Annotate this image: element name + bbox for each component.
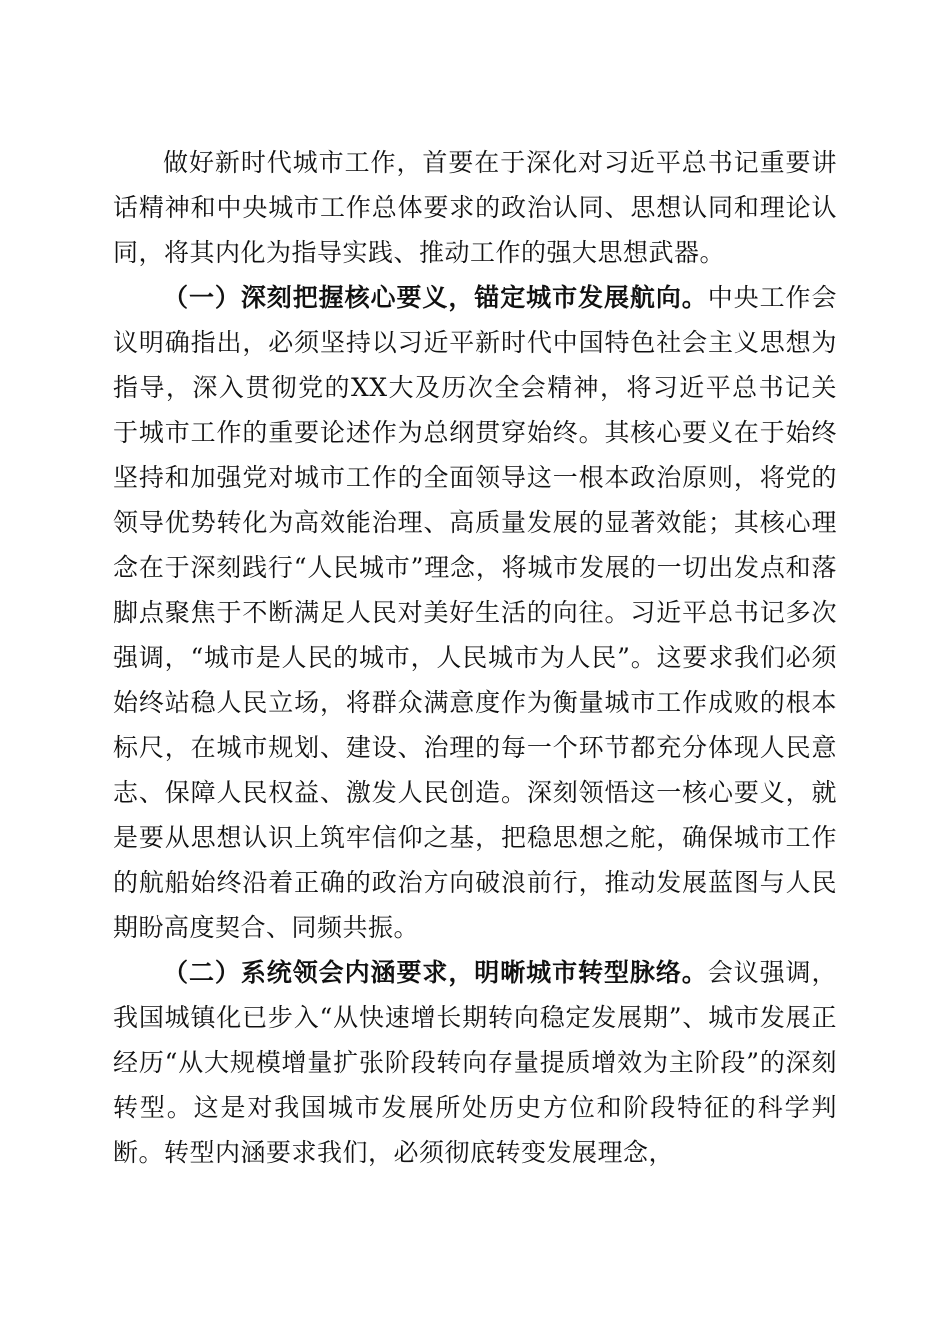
- section-heading: （一）深刻把握核心要义，锚定城市发展航向。: [163, 283, 708, 312]
- paragraph-text: 中央工作会议明确指出，必须坚持以习近平新时代中国特色社会主义思想为指导，深入贯彻党的XX大及历次全会精神，将习近平总书记关于城市工作的重要论述作为总纲贯穿始终。其核心要义在于始终坚持和加强党对城市工作的全面领导这一根本政治原则，将党的领导优势转化为高效能治理、高质量发展的显著效能；其核心理念在于深刻践行“人民城市”理念，将城市发展的一切出发点和落脚点聚焦于不断满足人民对美好生活的向往。习近平总书记多次强调，“城市是人民的城市，人民城市为人民”。这要求我们必须始终站稳人民立场，将群众满意度作为衡量城市工作成败的根本标尺，在城市规划、建设、治理的每一个环节都充分体现人民意志、保障人民权益、激发人民创造。深刻领悟这一核心要义，就是要从思想认识上筑牢信仰之基，把稳思想之舵，确保城市工作的航船始终沿着正确的政治方向破浪前行，推动发展蓝图与人民期盼高度契合、同频共振。: [113, 283, 837, 942]
- document-body: [113, 140, 837, 1175]
- paragraph-intro: [113, 140, 837, 275]
- paragraph-section-2: [113, 950, 837, 1175]
- section-heading: （二）系统领会内涵要求，明晰城市转型脉络。: [163, 958, 708, 987]
- paragraph-text: 做好新时代城市工作，首要在于深化对习近平总书记重要讲话精神和中央城市工作总体要求的政治认同、思想认同和理论认同，将其内化为指导实践、推动工作的强大思想武器。: [113, 148, 837, 267]
- paragraph-text: 会议强调，我国城镇化已步入“从快速增长期转向稳定发展期”、城市发展正经历“从大规模增量扩张阶段转向存量提质增效为主阶段”的深刻转型。这是对我国城市发展所处历史方位和阶段特征的科学判断。转型内涵要求我们，必须彻底转变发展理念，: [113, 958, 837, 1167]
- paragraph-section-1: [113, 275, 837, 950]
